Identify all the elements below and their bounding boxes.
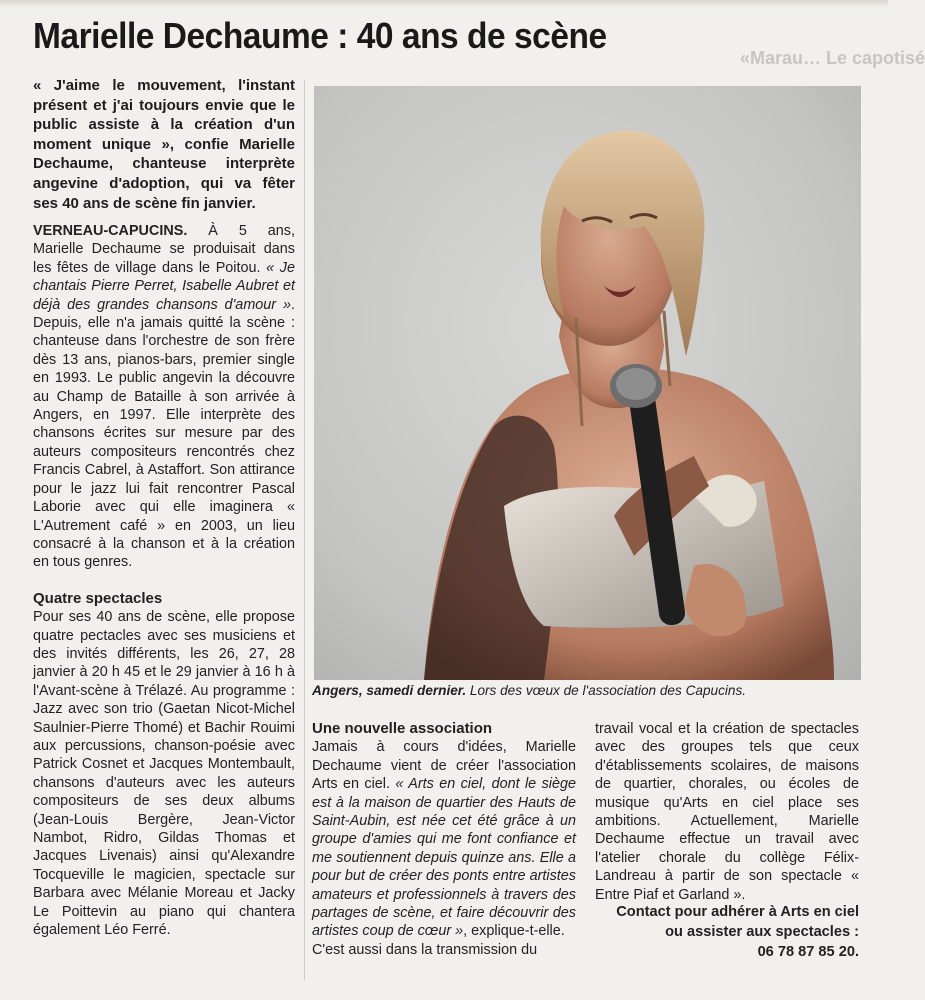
subhead-nouvelle-association: Une nouvelle association [312,720,493,737]
right-paragraph-1: travail vocal et la création de spectacles avec des groupes tels que ceux d'établissements scolaires, de maisons de quartier, chorales, ou écoles de musique qu'Arts en ciel place ses ambitions. Actuellement, Marielle Dechaume effectue un travail avec l'atelier chorale du collège Félix-Landreau à partir de son spectacle « Entre Piaf et Garland ». [595,721,859,903]
middle-column [312,720,576,959]
article-photo [314,86,861,680]
contact-phone: 06 78 87 85 20. [757,944,859,960]
left-p1-text-b: . Depuis, elle n'a jamais quitté la scène : chanteuse dans l'orchestre de son frère dès 13 ans, pianos-bars, premier single en 1993. Le public angevin la découvre au Champ de Bataille à son arrivée à Angers, en 1997. Elle interprète des chansons écrites sur mesure par des auteurs compositeurs rencontrés chez Francis Cabrel, à Astaffort. Son attirance pour le jazz lui fait rencontrer Pascal Laborie avec qui elle imaginera « L'Autrement café » en 2003, un lieu consacré à la chanson et à la création en tous genres. [33,296,295,571]
column-divider [304,80,305,980]
caption-bold: Angers, samedi dernier. [312,683,467,698]
subhead-quatre-spectacles: Quatre spectacles [33,589,163,607]
middle-paragraph-2: C'est aussi dans la transmission du [312,941,538,958]
left-column [33,222,295,939]
page-edge [0,0,888,8]
middle-p1-text-a: Jamais à cours d'idées, Marielle Dechaume vient de créer l'association Arts en ciel. [312,739,576,793]
article-lede: « J'aime le mouvement, l'instant présent et j'ai toujours envie que le public assiste à la création d'un moment unique », confie Marielle Dechaume, chanteuse interprète angevine d'adoption, qui va fêter ses 40 ans de scène fin janvier. [33,77,295,212]
middle-paragraph-1 [312,738,576,940]
middle-p1-quote: « Arts en ciel, dont le siège est à la maison de quartier des Hauts de Saint-Aubin, est née cet été grâce à un groupe d'amies qui me font confiance et me soutiennent depuis quinze ans. Elle a pour but de créer des ponts entre artistes amateurs et professionnels à travers des partages de scène, et faire découvrir des artistes coup de cœur » [312,776,576,940]
photo-caption [312,682,864,700]
left-p1-quote: « Je chantais Pierre Perret, Isabelle Aubret et déjà des grandes chansons d'amour » [33,259,296,313]
contact-block [595,902,859,962]
contact-line-2: ou assister aux spectacles : [665,924,859,940]
left-paragraph-2: Pour ses 40 ans de scène, elle propose quatre pectacles avec ses musiciens et des invités différents, les 26, 27, 28 janvier à 20 h 45 et le 29 janvier à 16 h à l'Avant-scène à Trélazé. Au programme : Jazz avec son trio (Gaetan Nicot-Michel Saulnier-Pierre Thomé) et Bachir Rouimi aux percussions, chanson-poésie avec Patrick Cosnet et Jacques Montembault, chansons d'auteurs avec les auteurs compositeurs de ses deux albums (Jean-Louis Bergère, Jean-Victor Nambot, Ridro, Gildas Thomas et Jacques Livenais) ainsi qu'Alexandre Tocqueville le magicien, spectacle sur Barbara avec Mélanie Moreau et Jacky Le Poittevin au piano qui chantera également Léo Ferré. [33,609,295,939]
middle-p1-text-b: , explique-t-elle. [463,923,565,940]
contact-line-1: Contact pour adhérer à Arts en ciel [616,904,859,920]
article-headline: Marielle Dechaume : 40 ans de scène [33,15,607,56]
bleed-through-text: «Marau… Le capotisé [740,48,925,68]
left-p1-text-a: À 5 ans, Marielle Dechaume se produisait dans les fêtes de village dans le Poitou. [33,223,295,276]
right-column [595,720,859,904]
caption-text: Lors des vœux de l'association des Capucins. [466,683,747,698]
singer-photo-illustration [314,86,861,680]
left-paragraph-1 [33,222,295,572]
dateline: VERNEAU-CAPUCINS. [33,223,188,239]
